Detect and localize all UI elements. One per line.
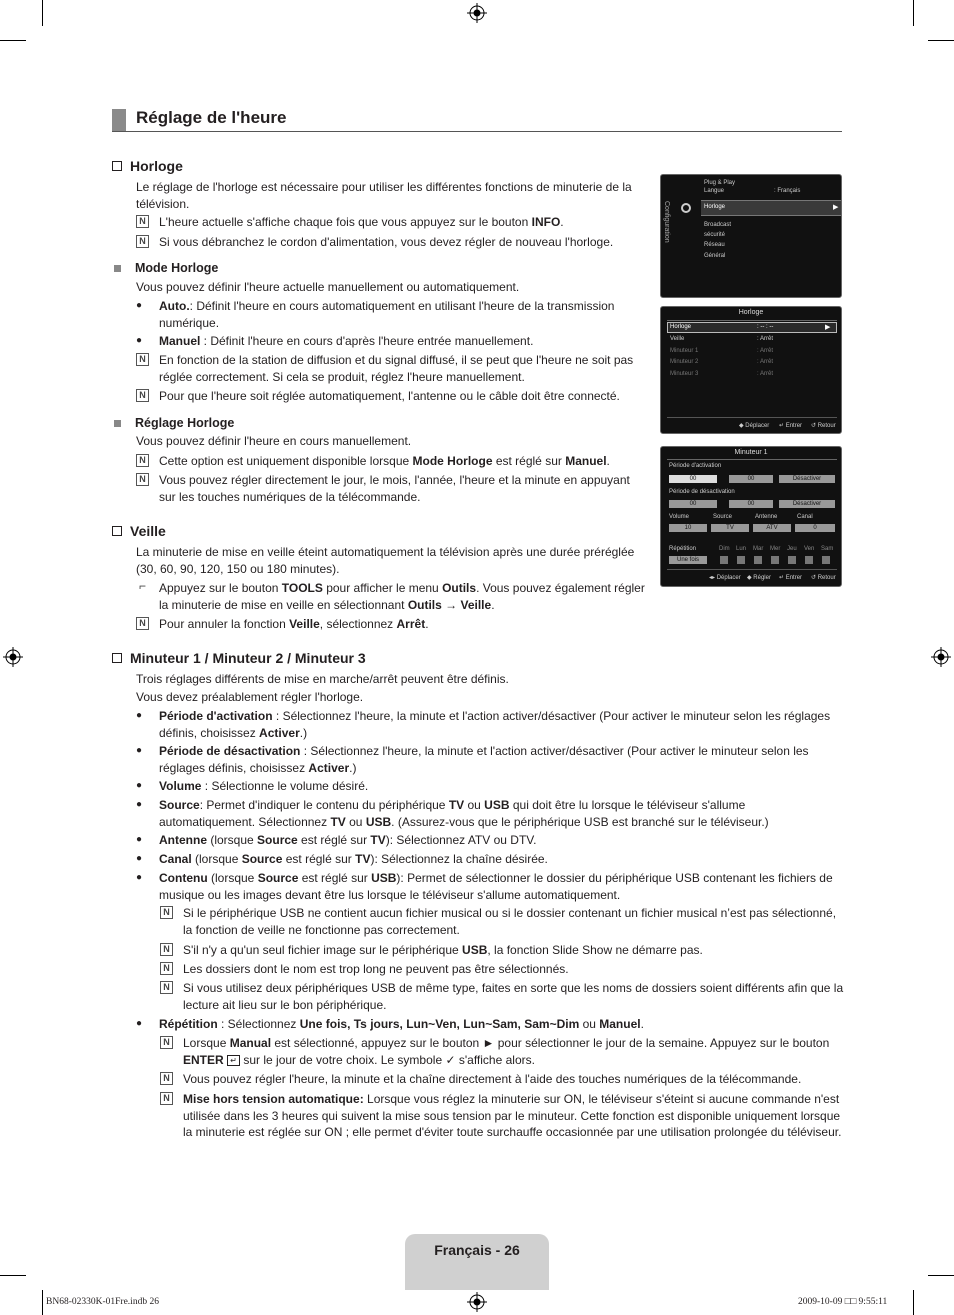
crop-mark xyxy=(913,1290,914,1315)
t: Antenne xyxy=(159,833,207,847)
t: : Sélectionnez l'heure, la minute et l'action activer/désactiver (Pour activer le minuteur selon les réglages définis, choisissez xyxy=(159,709,831,740)
heading-text: Minuteur 1 / Minuteur 2 / Minuteur 3 xyxy=(130,650,366,666)
menu-item-horloge[interactable]: Horloge xyxy=(704,204,726,210)
note-icon: N xyxy=(136,235,149,248)
t: Outils → Veille xyxy=(407,597,492,612)
reglage-intro: Vous pouvez définir l'heure en cours manuellement. xyxy=(136,434,412,448)
repetition-field[interactable]: Une fois xyxy=(669,556,707,564)
col-label: Canal xyxy=(797,514,813,520)
crop-mark xyxy=(913,0,914,26)
t: Volume xyxy=(159,779,202,793)
t: (lorsque xyxy=(207,833,258,847)
term: Auto. xyxy=(159,299,190,313)
t: Source xyxy=(241,852,283,866)
t: Source xyxy=(257,833,298,847)
day-checkbox[interactable] xyxy=(737,556,745,564)
note-icon: N xyxy=(136,389,149,402)
t: Appuyez sur le bouton xyxy=(159,581,282,595)
day-label: Mar xyxy=(753,546,764,552)
t: ): Sélectionnez ATV ou DTV. xyxy=(385,833,537,847)
nav-label: Régler xyxy=(753,575,771,581)
t: , la fonction Slide Show ne démarre pas. xyxy=(487,943,703,957)
t: : Sélectionne le volume désiré. xyxy=(201,779,369,793)
note-text: Vous pouvez régler directement le jour, le mois, l'année, l'heure et la minute en appuyant sur les touches numériques de la télécommande. xyxy=(159,473,630,504)
note-text: En fonction de la station de diffusion et du signal diffusé, il se peut que l'heure ne soit pas réglée correctement. Si cela se produit, réglez l'heure manuellement. xyxy=(159,353,634,384)
volume-field[interactable]: 10 xyxy=(669,524,707,532)
note-text: Si vous utilisez deux périphériques USB de même type, faites en sorte que les noms de dossiers soient différents afin que la lecture ait lieu sur le bon périphérique. xyxy=(183,981,844,1012)
t: ): Sélectionnez la chaîne désirée. xyxy=(370,852,548,866)
t: USB xyxy=(484,798,510,812)
t: Veille xyxy=(289,617,320,631)
t: . (Assurez-vous que le périphérique USB est branché sur le téléviseur.) xyxy=(391,814,769,829)
t: Activer xyxy=(259,725,300,740)
t: TV xyxy=(355,852,371,866)
action-field[interactable]: Désactiver xyxy=(779,500,835,508)
minute-field[interactable]: 00 xyxy=(729,475,773,483)
note-text: Si vous débranchez le cordon d'alimentation, vous devez régler de nouveau l'horloge. xyxy=(159,235,614,249)
t: TV xyxy=(370,833,386,847)
t: Période d'activation xyxy=(159,709,273,723)
heading-text: Horloge xyxy=(130,158,183,174)
subheading-text: Réglage Horloge xyxy=(135,416,235,430)
heading-text: Veille xyxy=(130,523,166,539)
row-label: Horloge xyxy=(670,324,692,330)
tv-screen-horloge xyxy=(660,306,842,434)
row-label[interactable]: Minuteur 2 xyxy=(670,359,699,365)
tv-screen-config xyxy=(660,174,842,298)
checkmark-icon: ✓ xyxy=(445,1052,456,1067)
day-label: Sam xyxy=(821,546,834,552)
subsection-reglage-horloge xyxy=(114,416,234,430)
t: est sélectionné, appuyez sur le bouton ► pour sélectionner le jour de la semaine. Appuyez sur le bouton xyxy=(271,1036,830,1050)
t: USB xyxy=(462,943,488,957)
checkbox-icon xyxy=(112,161,122,171)
t: USB xyxy=(365,814,392,829)
nav-label: Retour xyxy=(817,575,836,581)
note-icon: N xyxy=(136,454,149,467)
t: Période de désactivation xyxy=(159,744,301,758)
section-minuteur-heading xyxy=(112,650,366,666)
t: ): Permet de sélectionner le dossier du périphérique USB contenant les fichiers de musique ou les images devant être lus lorsque le téléviseur s'allume automatiquement. xyxy=(159,871,833,902)
t: qui doit être lu lorsque le téléviseur s'allume automatiquement. Sélectionnez xyxy=(159,798,746,829)
t: Manuel xyxy=(599,1017,641,1031)
t: est réglé sur xyxy=(298,871,372,885)
minuteur-intro-2: Vous devez préalablement régler l'horloge. xyxy=(136,690,364,704)
bullet-text: : Définit l'heure en cours d'après l'heure entrée manuellement. xyxy=(200,334,534,348)
page-title: Réglage de l'heure xyxy=(136,108,287,127)
crop-mark xyxy=(928,1275,954,1276)
note-text: Si le périphérique USB ne contient aucun fichier musical ou si le dossier contenant un fichier musical n’est pas sélectionné, la fonction de veille ne fonctionne pas correctement. xyxy=(183,906,837,937)
nav-label: Déplacer xyxy=(745,423,770,429)
day-label: Dim xyxy=(719,546,730,552)
col-label: Source xyxy=(713,514,733,520)
minuteur-intro-1: Trois réglages différents de mise en marche/arrêt peuvent être définis. xyxy=(136,672,509,686)
t: Arrêt xyxy=(396,617,426,631)
screen-title: Horloge xyxy=(738,309,764,316)
nav-return: ↺ Retour xyxy=(811,575,836,581)
day-checkbox[interactable] xyxy=(788,556,796,564)
row-value: : Arrêt xyxy=(757,348,774,354)
action-field[interactable]: Désactiver xyxy=(779,475,835,483)
nav-label: Entrer xyxy=(785,423,803,429)
day-label: Mer xyxy=(770,546,781,552)
canal-field[interactable]: 0 xyxy=(795,524,835,532)
t: : Permet d'indiquer le contenu du périphérique xyxy=(199,798,449,812)
info-word: INFO xyxy=(531,215,561,229)
crop-mark xyxy=(0,40,26,41)
t: Manuel xyxy=(565,454,607,468)
t: TV xyxy=(448,798,465,812)
row-label[interactable]: Minuteur 3 xyxy=(670,371,699,377)
mode-intro: Vous pouvez définir l'heure actuelle manuellement ou automatiquement. xyxy=(136,280,520,294)
t: . Vous pouvez également régler la minuterie de mise en veille en sélectionnant xyxy=(159,581,645,612)
t: Lorsque xyxy=(183,1036,230,1050)
row-value: : -- : -- xyxy=(757,324,774,330)
t: est réglé sur xyxy=(297,833,371,847)
nav-label: Retour xyxy=(817,423,836,429)
t: : Sélectionnez xyxy=(217,1017,300,1031)
t: USB xyxy=(371,871,397,885)
t: ou xyxy=(464,798,485,812)
source-field[interactable]: TV xyxy=(711,524,749,532)
note-icon: N xyxy=(160,1092,173,1105)
menu-item[interactable]: Langue xyxy=(704,188,725,194)
bullet-text: : Définit l'heure en cours automatiquement en utilisant l'heure de la transmission numérique. xyxy=(159,299,615,330)
day-checkbox[interactable] xyxy=(822,556,830,564)
highlighted-row[interactable] xyxy=(667,322,837,333)
page-title-bar xyxy=(112,108,842,132)
crop-mark xyxy=(42,1290,43,1315)
t: Mise hors tension automatique: xyxy=(183,1092,364,1106)
note-icon: N xyxy=(160,1036,173,1049)
note-icon: N xyxy=(160,943,173,956)
nav-adjust: ◆ Régler xyxy=(747,575,771,581)
arrow-right-icon: ▶ xyxy=(825,324,831,331)
section-veille-heading xyxy=(112,523,166,539)
day-checkbox[interactable] xyxy=(771,556,779,564)
t: pour afficher le menu xyxy=(322,581,443,595)
day-checkbox[interactable] xyxy=(720,556,728,564)
row-label[interactable]: Minuteur 1 xyxy=(670,348,699,354)
subheading-text: Mode Horloge xyxy=(135,261,219,275)
t: sur le jour de votre choix. Le symbole xyxy=(240,1052,446,1067)
col-label: Antenne xyxy=(755,514,778,520)
registration-mark-icon xyxy=(467,3,487,23)
note-icon: N xyxy=(136,617,149,630)
crop-mark xyxy=(928,40,954,41)
divider xyxy=(667,459,837,460)
menu-item[interactable]: Broadcast xyxy=(704,222,732,228)
tv-screen-minuteur xyxy=(660,446,842,587)
antenne-field[interactable]: ATV xyxy=(753,524,791,532)
deactivation-label: Période de désactivation xyxy=(669,489,735,495)
page-number: Français - 26 xyxy=(434,1242,520,1258)
tools-icon: ⌐ xyxy=(138,579,146,593)
registration-mark-icon xyxy=(3,647,23,667)
registration-mark-icon xyxy=(931,647,951,667)
crop-mark xyxy=(42,0,43,26)
veille-intro: La minuterie de mise en veille éteint automatiquement la télévision après une durée préréglée (30, 60, 90, 120, 150 ou 180 minutes). xyxy=(136,545,635,576)
t: S'il n'y a qu'un seul fichier image sur le périphérique xyxy=(183,943,463,957)
hour-field[interactable]: 00 xyxy=(669,475,717,483)
horloge-intro: Le réglage de l'horloge est nécessaire pour utiliser les différentes fonctions de minuterie de la télévision. xyxy=(136,180,632,211)
t: est réglé sur xyxy=(492,454,566,468)
imprint-file: BN68-02330K-01Fre.indb 26 xyxy=(46,1297,159,1307)
checkbox-icon xyxy=(112,653,122,663)
t: Répétition xyxy=(159,1017,218,1031)
gear-icon xyxy=(681,203,691,213)
note-text: Pour que l'heure soit réglée automatiquement, l'antenne ou le câble doit être connecté. xyxy=(159,389,620,403)
day-label: Ven xyxy=(804,546,815,552)
section-horloge-heading xyxy=(112,158,183,174)
t: est réglé sur xyxy=(282,852,356,866)
t: Pour annuler la fonction xyxy=(159,617,290,631)
row-label[interactable]: Veille xyxy=(670,336,685,342)
note-icon: N xyxy=(160,1072,173,1085)
t: TOOLS xyxy=(281,581,323,595)
t: (lorsque xyxy=(191,852,242,866)
nav-enter: ↵ Entrer xyxy=(779,575,803,581)
divider xyxy=(667,569,837,570)
nav-move: ◆ Déplacer xyxy=(739,423,770,429)
nav-enter: ↵ Entrer xyxy=(779,423,803,429)
row-value: : Arrêt xyxy=(757,336,774,342)
menu-item[interactable]: Général xyxy=(704,253,726,259)
t: ou xyxy=(345,814,366,829)
note-icon: N xyxy=(136,473,149,486)
t: (lorsque xyxy=(207,871,258,885)
crop-mark xyxy=(0,1275,26,1276)
t: Mode Horloge xyxy=(412,454,493,468)
note-text: L'heure actuelle s'affiche chaque fois que vous appuyez sur le bouton xyxy=(159,215,532,229)
square-bullet-icon xyxy=(114,265,121,272)
divider xyxy=(667,320,837,321)
t: s'affiche alors. xyxy=(455,1052,535,1067)
registration-mark-icon xyxy=(467,1292,487,1312)
t: Contenu xyxy=(159,871,208,885)
menu-item[interactable]: Réseau xyxy=(704,242,725,248)
divider xyxy=(667,417,837,418)
nav-label: Déplacer xyxy=(716,575,741,581)
activation-label: Période d'activation xyxy=(669,463,722,469)
minute-field[interactable]: 00 xyxy=(729,500,773,508)
t: Lorsque vous réglez la minuterie sur ON, le téléviseur s'éteint si aucune commande n'est utilisée dans les 3 heures qui suivent la mise sous tension par le minuteur. Cette fonction est disponible uniquement lorsque la minuterie est réglée sur ON ; elle permet d'éviter toute surchauffe occasionnée par une utilisation prolongée du téléviseur. xyxy=(183,1092,842,1139)
note-icon: N xyxy=(136,353,149,366)
day-label: Jeu xyxy=(787,546,797,552)
square-bullet-icon xyxy=(114,420,121,427)
term: Manuel xyxy=(159,334,201,348)
arrow-right-icon: ▶ xyxy=(833,204,839,211)
note-icon: N xyxy=(160,906,173,919)
menu-item[interactable]: Plug & Play xyxy=(704,180,736,186)
nav-return: ↺ Retour xyxy=(811,423,836,429)
menu-item[interactable]: sécurité xyxy=(704,232,726,238)
t: Cette option est uniquement disponible lorsque xyxy=(159,454,413,468)
enter-icon: ↵ xyxy=(227,1055,240,1066)
repetition-label: Répétition xyxy=(669,546,697,552)
day-label: Lun xyxy=(736,546,747,552)
col-label: Volume xyxy=(669,514,690,520)
nav-move: ◂▸ Déplacer xyxy=(709,575,741,581)
t: ou xyxy=(579,1017,600,1031)
hour-field[interactable]: 00 xyxy=(669,500,717,508)
t: Outils xyxy=(442,581,477,595)
page-number-tab xyxy=(405,1234,549,1290)
note-text: Les dossiers dont le nom est trop long ne peuvent pas être sélectionnés. xyxy=(183,962,569,976)
t: Activer xyxy=(308,760,350,775)
t: Canal xyxy=(159,852,192,866)
nav-label: Entrer xyxy=(785,575,803,581)
t: , sélectionnez xyxy=(319,617,397,631)
t: Manual xyxy=(229,1036,272,1050)
imprint-date: 2009-10-09 □□ 9:55:11 xyxy=(798,1297,888,1307)
row-value: : Arrêt xyxy=(757,371,774,377)
t: Une fois, Ts jours, Lun~Ven, Lun~Sam, Sam~Dim xyxy=(299,1017,580,1031)
t: Source xyxy=(257,871,299,885)
note-icon: N xyxy=(160,962,173,975)
t: ENTER xyxy=(183,1052,224,1067)
t: : Sélectionnez l'heure, la minute et l'action activer/désactiver (Pour activer le minuteur selon les réglages définis, choisissez xyxy=(159,744,809,775)
row-value: : Arrêt xyxy=(757,359,774,365)
day-checkbox[interactable] xyxy=(805,556,813,564)
day-checkbox[interactable] xyxy=(754,556,762,564)
note-icon: N xyxy=(160,981,173,994)
menu-value: : Français xyxy=(774,188,801,194)
subsection-mode-horloge xyxy=(114,261,218,275)
title-block-icon xyxy=(112,109,126,131)
note-icon: N xyxy=(136,215,149,228)
t: Source xyxy=(159,798,200,812)
note-text: Vous pouvez régler l'heure, la minute et la chaîne directement à l'aide des touches numériques de la télécommande. xyxy=(183,1072,802,1086)
side-label: Configuration xyxy=(663,201,670,243)
screen-title: Minuteur 1 xyxy=(734,449,768,456)
t: TV xyxy=(330,814,346,829)
checkbox-icon xyxy=(112,526,122,536)
